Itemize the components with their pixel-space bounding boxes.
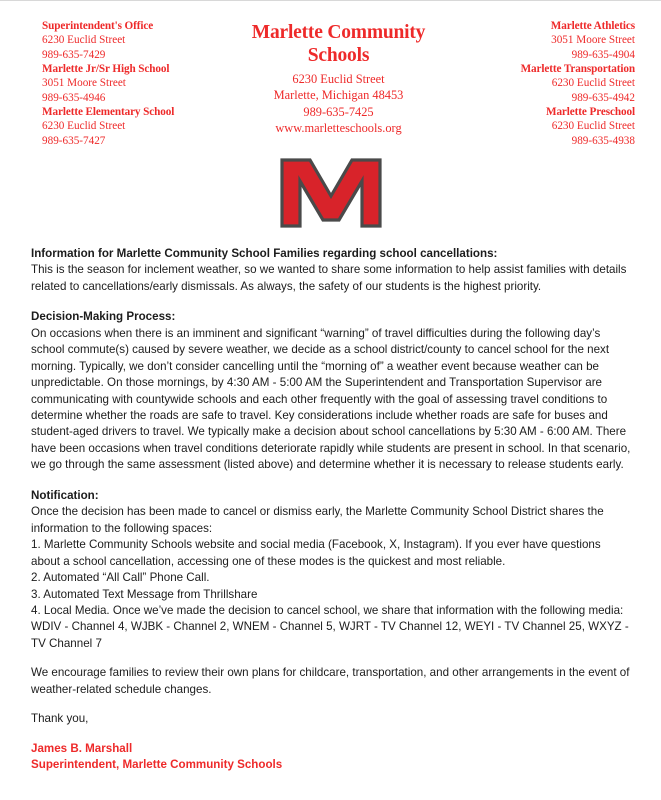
signer-title: Superintendent, Marlette Community Schools [31,758,283,772]
decision-section [31,309,631,474]
letterhead-contact-block [42,105,228,148]
logo-container [0,154,661,232]
contact-address: 6230 Euclid Street [551,120,635,133]
intro-paragraph: This is the season for inclement weather, so we wanted to share some information to help assist families with details related to cancellations/early dismissals. As always, the safety of our students is the highest priority. [31,263,627,293]
marlette-block-m-logo-icon [276,154,386,232]
district-name: Marlette Community Schools [251,22,426,67]
spacer [31,652,631,665]
contact-phone: 989-635-7427 [42,134,106,147]
contact-phone: 989-635-7429 [42,48,106,61]
district-website-link[interactable]: www.marletteschools.org [275,121,402,136]
letterhead-contact-block [449,105,635,148]
list-item: 1. Marlette Community Schools website and social media (Facebook, X, Instagram). If you ever have questions about a school cancellation, accessing one of these modes is the quickest and most reliable. [31,538,601,568]
spacer [31,295,631,309]
contact-address: 6230 Euclid Street [42,34,126,47]
spacer [31,728,631,741]
district-phone: 989-635-7425 [303,104,374,119]
intro-heading: Information for Marlette Community School Families regarding school cancellations: [31,246,498,260]
contact-address: 6230 Euclid Street [551,77,635,90]
contact-name: Marlette Transportation [520,62,635,75]
list-item: 4. Local Media. Once we’ve made the decision to cancel school, we share that information with the following media: WDIV - Channel 4, WJBK - Channel 2, WNEM - Channel 5, WJRT - TV Channel 12, WEYI - TV Channel 25, WXYZ - TV Channel 7 [31,604,629,650]
notification-methods-list [31,537,631,652]
contact-address: 6230 Euclid Street [42,120,126,133]
contact-name: Marlette Preschool [545,105,635,118]
contact-address: 3051 Moore Street [551,34,635,47]
decision-heading: Decision-Making Process: [31,310,176,324]
signer-name: James B. Marshall [31,741,133,755]
list-item: 2. Automated “All Call” Phone Call. [31,571,210,585]
contact-name: Marlette Athletics [550,20,635,32]
contact-address: 3051 Moore Street [42,77,126,90]
spacer [31,698,631,711]
list-item: 3. Automated Text Message from Thrillshare [31,587,258,601]
notification-heading: Notification: [31,488,99,502]
letterhead-center-block [228,19,449,137]
notification-section [31,488,631,653]
letterhead-right-column [449,19,647,148]
decision-paragraph: On occasions when there is an imminent and significant “warning” of travel difficulties during the following day’s school commute(s) caused by severe weather, we decide as a school district/county to cancel school for the next morning. Typically, we don’t consider cancelling until the “morning of” a weather event because weather can be unpredictable. On those mornings, by 4:30 AM - 5:00 AM the Superintendent and Transportation Supervisor are communicating with countywide schools and each other frequently with the goal of assessing travel conditions to determine whether the roads are safe to travel. Key considerations include whether roads are safe for buses and student-aged drivers to travel. We typically make a decision about school cancellations by 5:30 AM - 6:00 AM. There have been occasions when travel conditions deteriorate rapidly while students are present in school. In that scenario, we go through the same assessment (listed above) and determine whether it is necessary to release students early. [31,326,631,472]
letterhead-contact-block [449,62,635,105]
spacer [31,474,631,488]
thank-you-line: Thank you, [31,712,89,726]
letterhead-left-column [14,19,228,148]
contact-phone: 989-635-4942 [571,91,635,104]
letterhead-contact-block [42,19,228,62]
notification-intro: Once the decision has been made to cancel or dismiss early, the Marlette Community School District shares the information to the following spaces: [31,505,604,535]
intro-section [31,246,631,295]
contact-name: Superintendent's Office [42,20,154,32]
letterhead-contact-block [42,62,228,105]
district-address: 6230 Euclid Street [292,71,385,86]
letter-body [0,232,661,774]
contact-name: Marlette Jr/Sr High School [42,62,170,75]
letterhead [0,1,661,148]
contact-phone: 989-635-4938 [571,134,635,147]
encouragement-paragraph: We encourage families to review their own plans for childcare, transportation, and other arrangements in the event of weather-related schedule changes. [31,666,630,696]
contact-phone: 989-635-4904 [571,48,635,61]
letterhead-contact-block [449,19,635,62]
contact-phone: 989-635-4946 [42,91,106,104]
contact-name: Marlette Elementary School [42,105,175,118]
signature-block [31,741,631,774]
district-city-state-zip: Marlette, Michigan 48453 [273,88,404,103]
